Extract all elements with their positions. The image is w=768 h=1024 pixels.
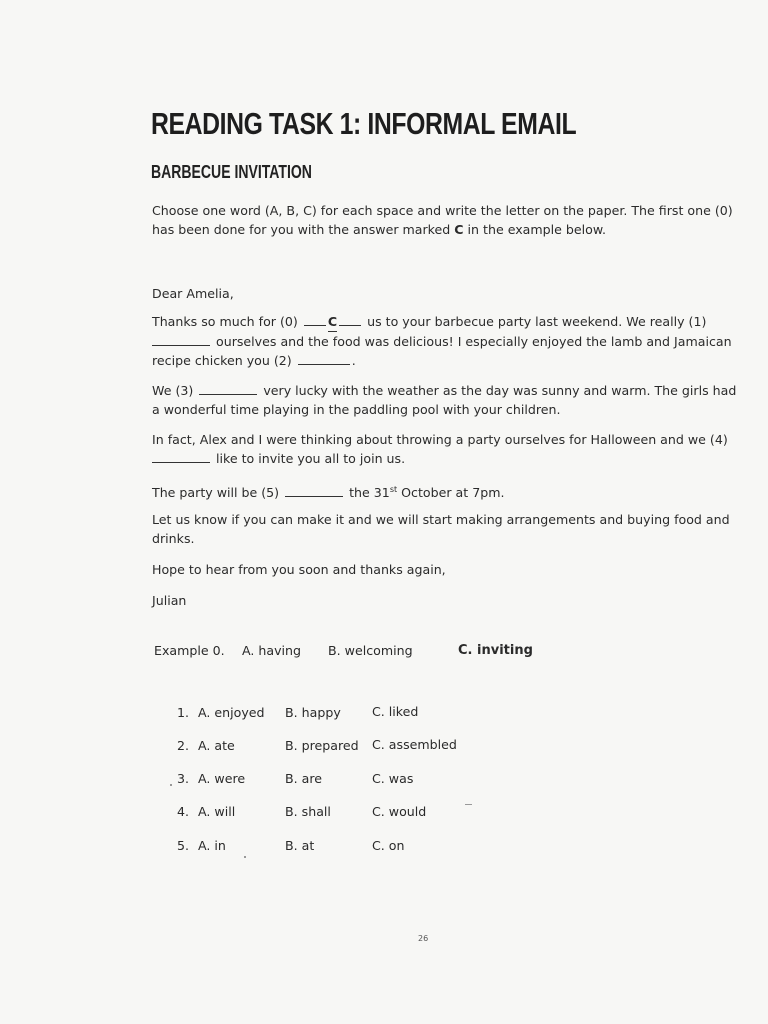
option-b: B. are (285, 771, 323, 786)
option-number: 2. (177, 738, 190, 753)
option-number: 5. (177, 838, 190, 853)
p1-line-2 (152, 332, 732, 351)
p2-line-2: a wonderful time playing in the paddling pool with your children. (152, 402, 561, 417)
option-c: C. on (372, 838, 405, 853)
p1-text-d: recipe chicken you (2) (152, 353, 296, 368)
option-a: A. in (198, 838, 226, 853)
instructions-text: has been done for you with the answer marked (152, 222, 455, 237)
p1-text-b: us to your barbecue party last weekend. We really (1) (363, 314, 707, 329)
page-number: 26 (418, 934, 429, 943)
instructions-answer-letter: C (454, 222, 464, 237)
example-option-a: A. having (242, 643, 302, 658)
option-c: C. would (372, 804, 427, 819)
p1-text-c: ourselves and the food was delicious! I especially enjoyed the lamb and Jamaican (212, 334, 732, 349)
section-subtitle: BARBECUE INVITATION (151, 162, 312, 182)
option-b: B. prepared (285, 738, 359, 753)
p4-text-a: The party will be (5) (152, 485, 284, 501)
p3-line-1: In fact, Alex and I were thinking about throwing a party ourselves for Halloween and we (4) (152, 432, 728, 447)
blank-0-answer: C (328, 312, 337, 332)
option-b: B. at (285, 838, 315, 853)
p1-text-a: Thanks so much for (0) (152, 314, 302, 329)
blank-4 (152, 450, 210, 463)
option-b: B. happy (285, 705, 341, 720)
p3-line-2 (152, 449, 728, 468)
instructions-line-1: Choose one word (A, B, C) for each space and write the letter on the paper. The first one (0) (152, 203, 733, 218)
option-number: 3. (177, 771, 190, 786)
instructions (152, 201, 733, 239)
scan-speck (244, 856, 246, 858)
p5-line-1: Let us know if you can make it and we will start making arrangements and buying food and (152, 512, 730, 527)
email-paragraph-1 (152, 312, 732, 370)
option-a: A. will (198, 804, 236, 819)
p2-text-a: We (3) (152, 383, 198, 398)
option-b: B. shall (285, 804, 331, 819)
instructions-text-end: in the example below. (463, 222, 606, 237)
option-a: A. ate (198, 738, 235, 753)
option-c: C. was (372, 771, 414, 786)
blank-5 (285, 484, 343, 497)
p4-text-c: October at 7pm. (397, 485, 505, 501)
email-greeting: Dear Amelia, (152, 286, 234, 301)
p5-line-2: drinks. (152, 531, 195, 546)
p4-ordinal: st (389, 485, 398, 494)
option-number: 4. (177, 804, 190, 819)
email-paragraph-4 (152, 480, 504, 502)
email-paragraph-2 (152, 381, 736, 419)
p1-text-e: . (351, 353, 356, 368)
scan-speck (170, 784, 172, 786)
email-paragraph-3 (152, 430, 728, 468)
example-option-b: B. welcoming (328, 643, 413, 658)
option-c: C. assembled (372, 737, 457, 752)
example-option-c: C. inviting (458, 643, 533, 658)
instructions-line-2 (152, 220, 733, 239)
page-title: READING TASK 1: INFORMAL EMAIL (151, 106, 577, 141)
blank-0-trail (339, 313, 361, 326)
p4-text-b: the 31 (345, 485, 390, 501)
blank-1 (152, 333, 210, 346)
p1-line-3 (152, 351, 732, 370)
option-a: A. enjoyed (198, 705, 265, 720)
option-a: A. were (198, 771, 246, 786)
email-paragraph-5 (152, 510, 730, 548)
p2-text-b: very lucky with the weather as the day was sunny and warm. The girls had (259, 383, 737, 398)
blank-0-lead (304, 313, 326, 326)
blank-3 (199, 382, 257, 395)
p3-text: like to invite you all to join us. (212, 451, 406, 466)
option-number: 1. (177, 705, 190, 720)
example-label: Example 0. (154, 643, 225, 658)
p2-line-1 (152, 381, 736, 400)
email-signature: Julian (152, 593, 187, 608)
p1-line-1 (152, 312, 732, 332)
scan-speck (465, 804, 472, 805)
email-closing: Hope to hear from you soon and thanks again, (152, 562, 446, 577)
option-c: C. liked (372, 704, 419, 719)
blank-2 (298, 352, 350, 365)
